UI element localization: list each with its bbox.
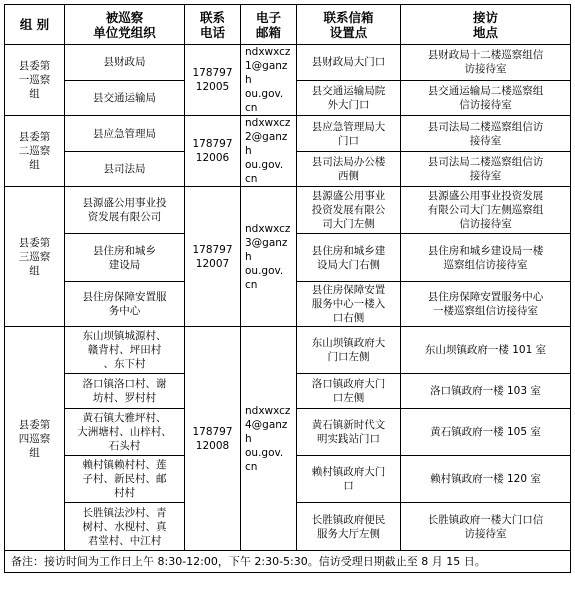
unit-cell: 县司法局	[65, 152, 185, 187]
phone-cell: 178797 12007	[185, 187, 241, 327]
visit-cell: 长胜镇政府一楼大门口信 访接待室	[401, 503, 571, 551]
mailbox-cell: 县应急管理局大 门口	[297, 116, 401, 152]
phone-cell: 178797 12005	[185, 45, 241, 116]
visit-cell: 东山坝镇政府一楼 101 室	[401, 327, 571, 374]
mailbox-cell: 县财政局大门口	[297, 45, 401, 81]
visit-cell: 洛口镇政府一楼 103 室	[401, 374, 571, 409]
visit-cell: 县财政局十二楼巡察组信 访接待室	[401, 45, 571, 81]
mailbox-cell: 县交通运输局院 外大门口	[297, 80, 401, 116]
unit-cell: 长胜镇法沙村、青 树村、水枧村、真 君堂村、中江村	[65, 503, 185, 551]
table-row	[5, 116, 571, 152]
visit-cell: 赖村镇政府一楼 120 室	[401, 456, 571, 503]
note-text: 备注：接访时间为工作日上午 8:30-12:00，下午 2:30-5:30。信访受理日期截止至 8 月 15 日。	[5, 551, 571, 573]
visit-cell: 县司法局二楼巡察组信访 接待室	[401, 152, 571, 187]
unit-cell: 赖村镇赖村村、莲 子村、新民村、邮 村村	[65, 456, 185, 503]
mailbox-cell: 县司法局办公楼 西侧	[297, 152, 401, 187]
table-row	[5, 45, 571, 81]
visit-cell: 县司法局二楼巡察组信访 接待室	[401, 116, 571, 152]
header-row	[5, 5, 571, 45]
group-name: 县委第 二巡察 组	[5, 116, 65, 187]
group-name: 县委第 四巡察 组	[5, 327, 65, 551]
mailbox-cell: 洛口镇政府大门 口左侧	[297, 374, 401, 409]
phone-cell: 178797 12006	[185, 116, 241, 187]
mailbox-cell: 县住房和城乡建 设局大门右侧	[297, 234, 401, 282]
unit-cell: 县住房保障安置服 务中心	[65, 282, 185, 327]
visit-cell: 县住房和城乡建设局一楼 巡察组信访接待室	[401, 234, 571, 282]
visit-cell: 县住房保障安置服务中心 一楼巡察组信访接待室	[401, 282, 571, 327]
visit-cell: 县交通运输局二楼巡察组 信访接待室	[401, 80, 571, 116]
header-group: 组 别	[5, 5, 65, 45]
mailbox-cell: 赖村镇政府大门 口	[297, 456, 401, 503]
header-mailbox: 联系信箱 设置点	[297, 5, 401, 45]
unit-cell: 县住房和城乡 建设局	[65, 234, 185, 282]
note-row	[5, 551, 571, 573]
unit-cell: 东山坝镇城源村、 赣背村、坪田村 、东下村	[65, 327, 185, 374]
group-name: 县委第 三巡察 组	[5, 187, 65, 327]
unit-cell: 县财政局	[65, 45, 185, 81]
mailbox-cell: 长胜镇政府便民 服务大厅左侧	[297, 503, 401, 551]
email-cell: ndxwxcz 1@ganzh ou.gov. cn	[241, 45, 297, 116]
mailbox-cell: 东山坝镇政府大 门口左侧	[297, 327, 401, 374]
unit-cell: 县应急管理局	[65, 116, 185, 152]
mailbox-cell: 黄石镇新时代文 明实践站门口	[297, 409, 401, 456]
visit-cell: 县源盛公用事业投资发展 有限公司大门左侧巡察组 信访接待室	[401, 187, 571, 234]
email-cell: ndxwxcz 4@ganzh ou.gov. cn	[241, 327, 297, 551]
header-unit: 被巡察 单位党组织	[65, 5, 185, 45]
header-phone: 联系 电话	[185, 5, 241, 45]
group-name: 县委第 一巡察 组	[5, 45, 65, 116]
unit-cell: 洛口镇洛口村、谢 坊村、罗村村	[65, 374, 185, 409]
unit-cell: 县交通运输局	[65, 80, 185, 116]
email-cell: ndxwxcz 2@ganzh ou.gov. cn	[241, 116, 297, 187]
mailbox-cell: 县住房保障安置 服务中心一楼入 口右侧	[297, 282, 401, 327]
email-cell: ndxwxcz 3@ganzh ou.gov. cn	[241, 187, 297, 327]
phone-cell: 178797 12008	[185, 327, 241, 551]
inspection-table	[4, 4, 571, 573]
unit-cell: 县源盛公用事业投 资发展有限公司	[65, 187, 185, 234]
header-email: 电子 邮箱	[241, 5, 297, 45]
table-row	[5, 327, 571, 374]
visit-cell: 黄石镇政府一楼 105 室	[401, 409, 571, 456]
header-visit: 接访 地点	[401, 5, 571, 45]
unit-cell: 黄石镇大雅坪村、 大洲塘村、山梓村、 石头村	[65, 409, 185, 456]
mailbox-cell: 县源盛公用事业 投资发展有限公 司大门左侧	[297, 187, 401, 234]
table-row	[5, 187, 571, 234]
